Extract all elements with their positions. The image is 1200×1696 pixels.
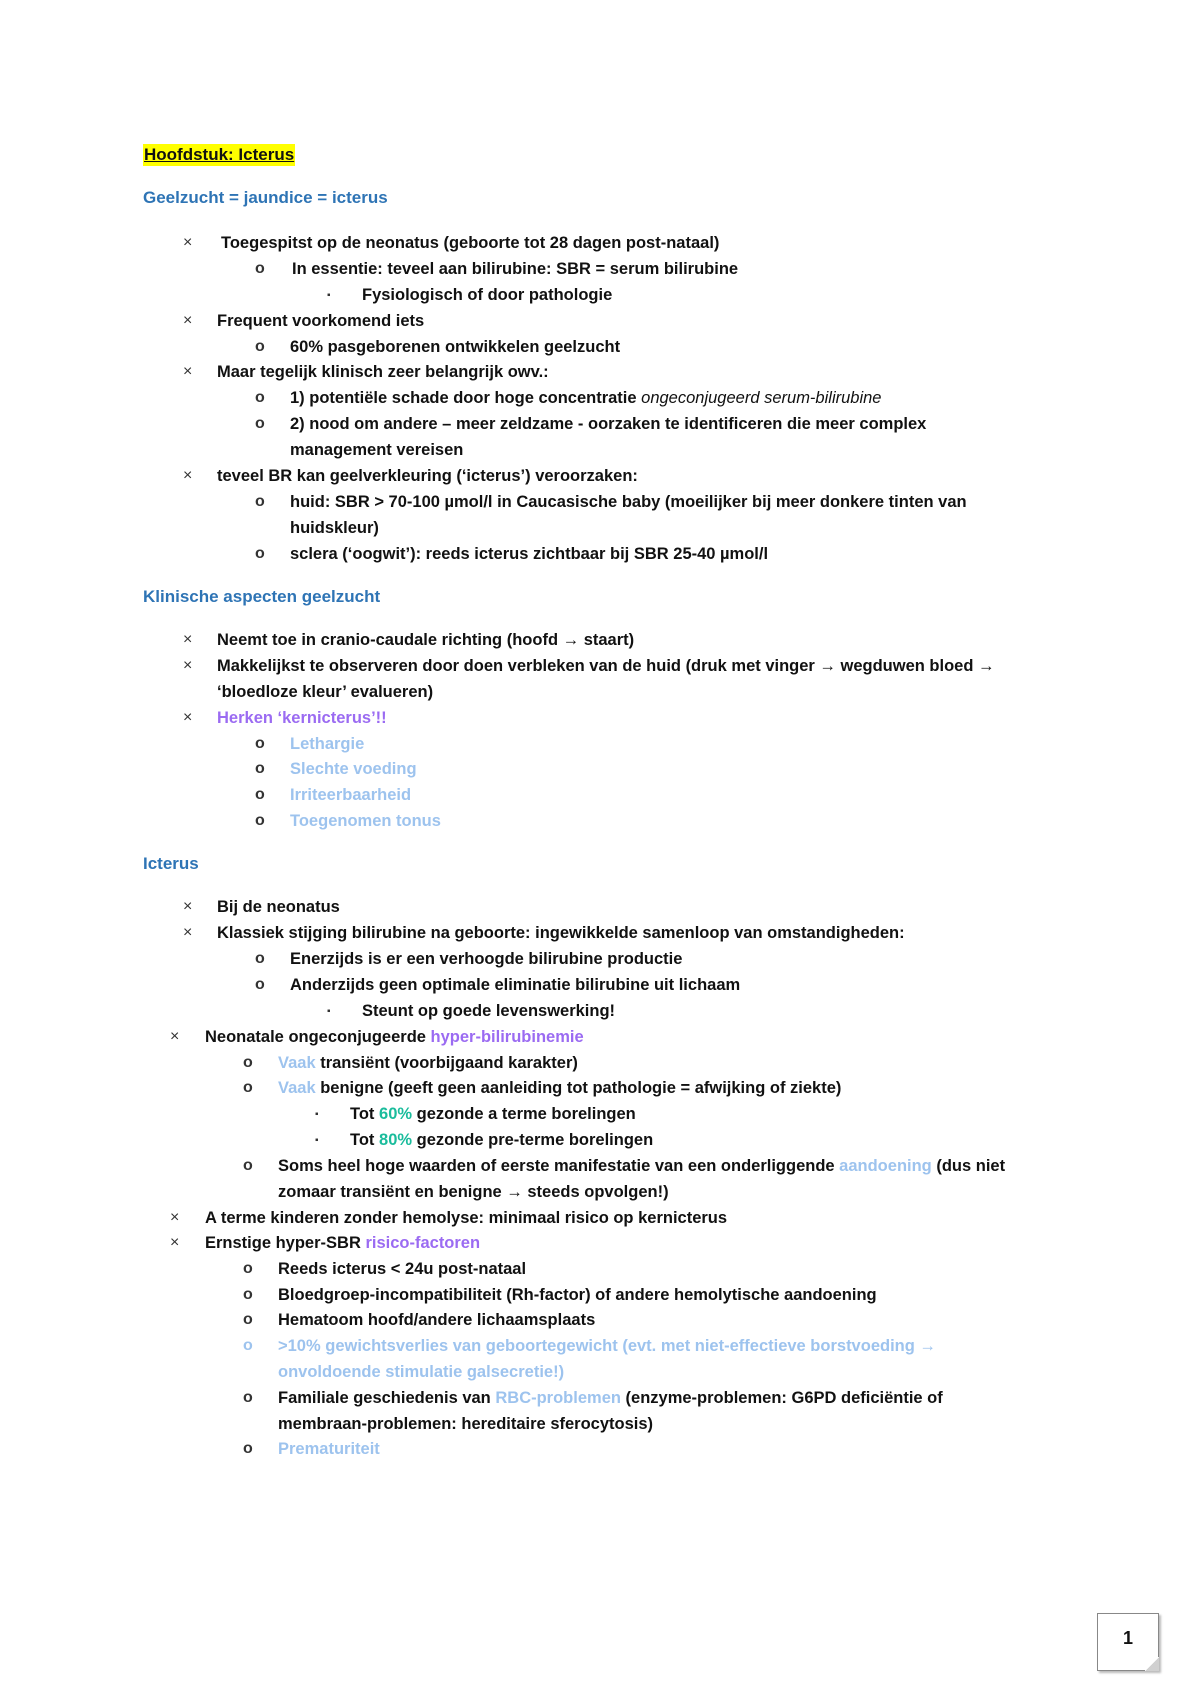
bullet-o: o xyxy=(255,545,265,562)
bullet-o: o xyxy=(255,389,265,406)
highlight-text-run: risico-factoren xyxy=(365,1234,481,1252)
bullet-x: × xyxy=(183,924,193,941)
list-item: Enerzijds is er een verhoogde bilirubine productie xyxy=(290,950,683,968)
list-item: Hematoom hoofd/andere lichaamsplaats xyxy=(278,1311,596,1329)
list-item-continuation: management vereisen xyxy=(290,441,464,459)
list-item: Toegenomen tonus xyxy=(290,812,441,830)
text-run: (dus niet xyxy=(931,1157,1006,1175)
list-item: Slechte voeding xyxy=(290,760,417,778)
list-item: In essentie: teveel aan bilirubine: SBR = serum bilirubine xyxy=(292,260,739,278)
bullet-square: ▪ xyxy=(327,290,331,301)
list-item: A terme kinderen zonder hemolyse: minimaal risico op kernicterus xyxy=(205,1209,728,1227)
list-item-continuation: huidskleur) xyxy=(290,519,379,537)
bullet-x: × xyxy=(183,467,193,484)
bullet-o: o xyxy=(243,1440,253,1457)
list-item xyxy=(350,1103,636,1125)
text-run: benigne (geeft geen aanleiding tot pathologie = afwijking of ziekte) xyxy=(315,1079,842,1097)
section-heading-geelzucht: Geelzucht = jaundice = icterus xyxy=(143,188,388,207)
bullet-x: × xyxy=(183,709,193,726)
list-item xyxy=(290,387,881,409)
highlight-text-run: Vaak xyxy=(278,1079,316,1097)
bullet-x: × xyxy=(170,1028,180,1045)
bullet-o: o xyxy=(255,812,265,829)
list-item xyxy=(205,1232,480,1254)
list-item-continuation: zomaar transiënt en benigne → steeds opvolgen!) xyxy=(278,1183,669,1201)
text-run: gezonde pre-terme borelingen xyxy=(412,1131,654,1149)
list-item: Reeds icterus < 24u post-nataal xyxy=(278,1260,527,1278)
list-item: Irriteerbaarheid xyxy=(290,786,412,804)
list-item: Toegespitst op de neonatus (geboorte tot 28 dagen post-nataal) xyxy=(221,234,720,252)
italic-text-run: ongeconjugeerd serum-bilirubine xyxy=(641,389,882,407)
bullet-o: o xyxy=(255,415,265,432)
bullet-square: ▪ xyxy=(315,1109,319,1120)
page-number-box xyxy=(1097,1613,1159,1671)
list-item: Frequent voorkomend iets xyxy=(217,312,425,330)
bullet-x: × xyxy=(183,657,193,674)
bullet-o: o xyxy=(255,735,265,752)
list-item: Steunt op goede levenswerking! xyxy=(362,1002,616,1020)
list-item: 2) nood om andere – meer zeldzame - oorzaken te identificeren die meer complex xyxy=(290,415,927,433)
text-run: Familiale geschiedenis van xyxy=(278,1389,496,1407)
list-item: Bloedgroep-incompatibiliteit (Rh-factor) of andere hemolytische aandoening xyxy=(278,1286,877,1304)
list-item: >10% gewichtsverlies van geboortegewicht (evt. met niet-effectieve borstvoeding → xyxy=(278,1337,936,1355)
bullet-o: o xyxy=(243,1054,253,1071)
bullet-o: o xyxy=(255,260,265,277)
list-item: Klassiek stijging bilirubine na geboorte: ingewikkelde samenloop van omstandigheden: xyxy=(217,924,905,942)
bullet-o: o xyxy=(243,1157,253,1174)
list-item: Prematuriteit xyxy=(278,1440,380,1458)
list-item xyxy=(350,1129,653,1151)
bullet-x: × xyxy=(183,631,193,648)
bullet-x: × xyxy=(183,898,193,915)
text-run: Tot xyxy=(350,1105,380,1123)
list-item: huid: SBR > 70-100 µmol/l in Caucasische baby (moeilijker bij meer donkere tinten van xyxy=(290,493,967,511)
list-item: sclera (‘oogwit’): reeds icterus zichtbaar bij SBR 25-40 µmol/l xyxy=(290,545,769,563)
bullet-o: o xyxy=(243,1079,253,1096)
list-item: Herken ‘kernicterus’!! xyxy=(217,709,387,727)
bullet-o: o xyxy=(243,1337,253,1354)
bullet-square: ▪ xyxy=(315,1135,319,1146)
list-item xyxy=(278,1077,841,1099)
text-run: gezonde a terme borelingen xyxy=(412,1105,636,1123)
list-item: 60% pasgeborenen ontwikkelen geelzucht xyxy=(290,338,621,356)
bullet-o: o xyxy=(243,1260,253,1277)
list-item xyxy=(278,1155,1005,1177)
highlight-text-run: 60% xyxy=(379,1105,413,1123)
text-run: (enzyme-problemen: G6PD deficiëntie of xyxy=(620,1389,943,1407)
highlight-text-run: aandoening xyxy=(839,1157,932,1175)
text-run: transiënt (voorbijgaand karakter) xyxy=(315,1054,578,1072)
list-item: Neemt toe in cranio-caudale richting (hoofd → staart) xyxy=(217,631,635,649)
bullet-o: o xyxy=(255,786,265,803)
bullet-x: × xyxy=(183,312,193,329)
list-item: teveel BR kan geelverkleuring (‘icterus’) veroorzaken: xyxy=(217,467,638,485)
list-item-continuation: onvoldoende stimulatie galsecretie!) xyxy=(278,1363,565,1381)
list-item xyxy=(205,1026,584,1048)
page-fold-corner xyxy=(1145,1657,1159,1671)
list-item-continuation: ‘bloedloze kleur’ evalueren) xyxy=(217,683,434,701)
chapter-title: Hoofdstuk: Icterus xyxy=(144,145,295,164)
bullet-o: o xyxy=(255,976,265,993)
bullet-x: × xyxy=(183,234,193,251)
text-run: 1) potentiële schade door hoge concentratie xyxy=(290,389,642,407)
list-item-continuation: membraan-problemen: hereditaire sferocytosis) xyxy=(278,1415,654,1433)
page-number: 1 xyxy=(1122,1628,1133,1648)
highlight-text-run: Vaak xyxy=(278,1054,316,1072)
list-item: Maar tegelijk klinisch zeer belangrijk owv.: xyxy=(217,363,549,381)
bullet-o: o xyxy=(243,1286,253,1303)
text-run: Ernstige hyper-SBR xyxy=(205,1234,366,1252)
bullet-square: ▪ xyxy=(327,1006,331,1017)
bullet-o: o xyxy=(255,493,265,510)
highlight-text-run: RBC-problemen xyxy=(495,1389,621,1407)
section-heading-icterus: Icterus xyxy=(143,854,199,873)
bullet-o: o xyxy=(255,760,265,777)
text-run: Soms heel hoge waarden of eerste manifestatie van een onderliggende xyxy=(278,1157,840,1175)
bullet-x: × xyxy=(183,363,193,380)
bullet-o: o xyxy=(243,1311,253,1328)
highlight-text-run: hyper-bilirubinemie xyxy=(430,1028,584,1046)
list-item xyxy=(278,1052,578,1074)
list-item: Bij de neonatus xyxy=(217,898,340,916)
text-run: Neonatale ongeconjugeerde xyxy=(205,1028,431,1046)
bullet-o: o xyxy=(255,950,265,967)
list-item xyxy=(278,1387,943,1409)
list-item: Anderzijds geen optimale eliminatie bilirubine uit lichaam xyxy=(290,976,741,994)
list-item: Fysiologisch of door pathologie xyxy=(362,286,613,304)
text-run: Tot xyxy=(350,1131,380,1149)
bullet-o: o xyxy=(255,338,265,355)
bullet-x: × xyxy=(170,1209,180,1226)
bullet-o: o xyxy=(243,1389,253,1406)
bullet-x: × xyxy=(170,1234,180,1251)
list-item: Lethargie xyxy=(290,735,365,753)
list-item: Makkelijkst te observeren door doen verbleken van de huid (druk met vinger → wegduwen bloed → xyxy=(217,657,995,675)
section-heading-klinisch: Klinische aspecten geelzucht xyxy=(143,587,381,606)
highlight-text-run: 80% xyxy=(379,1131,413,1149)
